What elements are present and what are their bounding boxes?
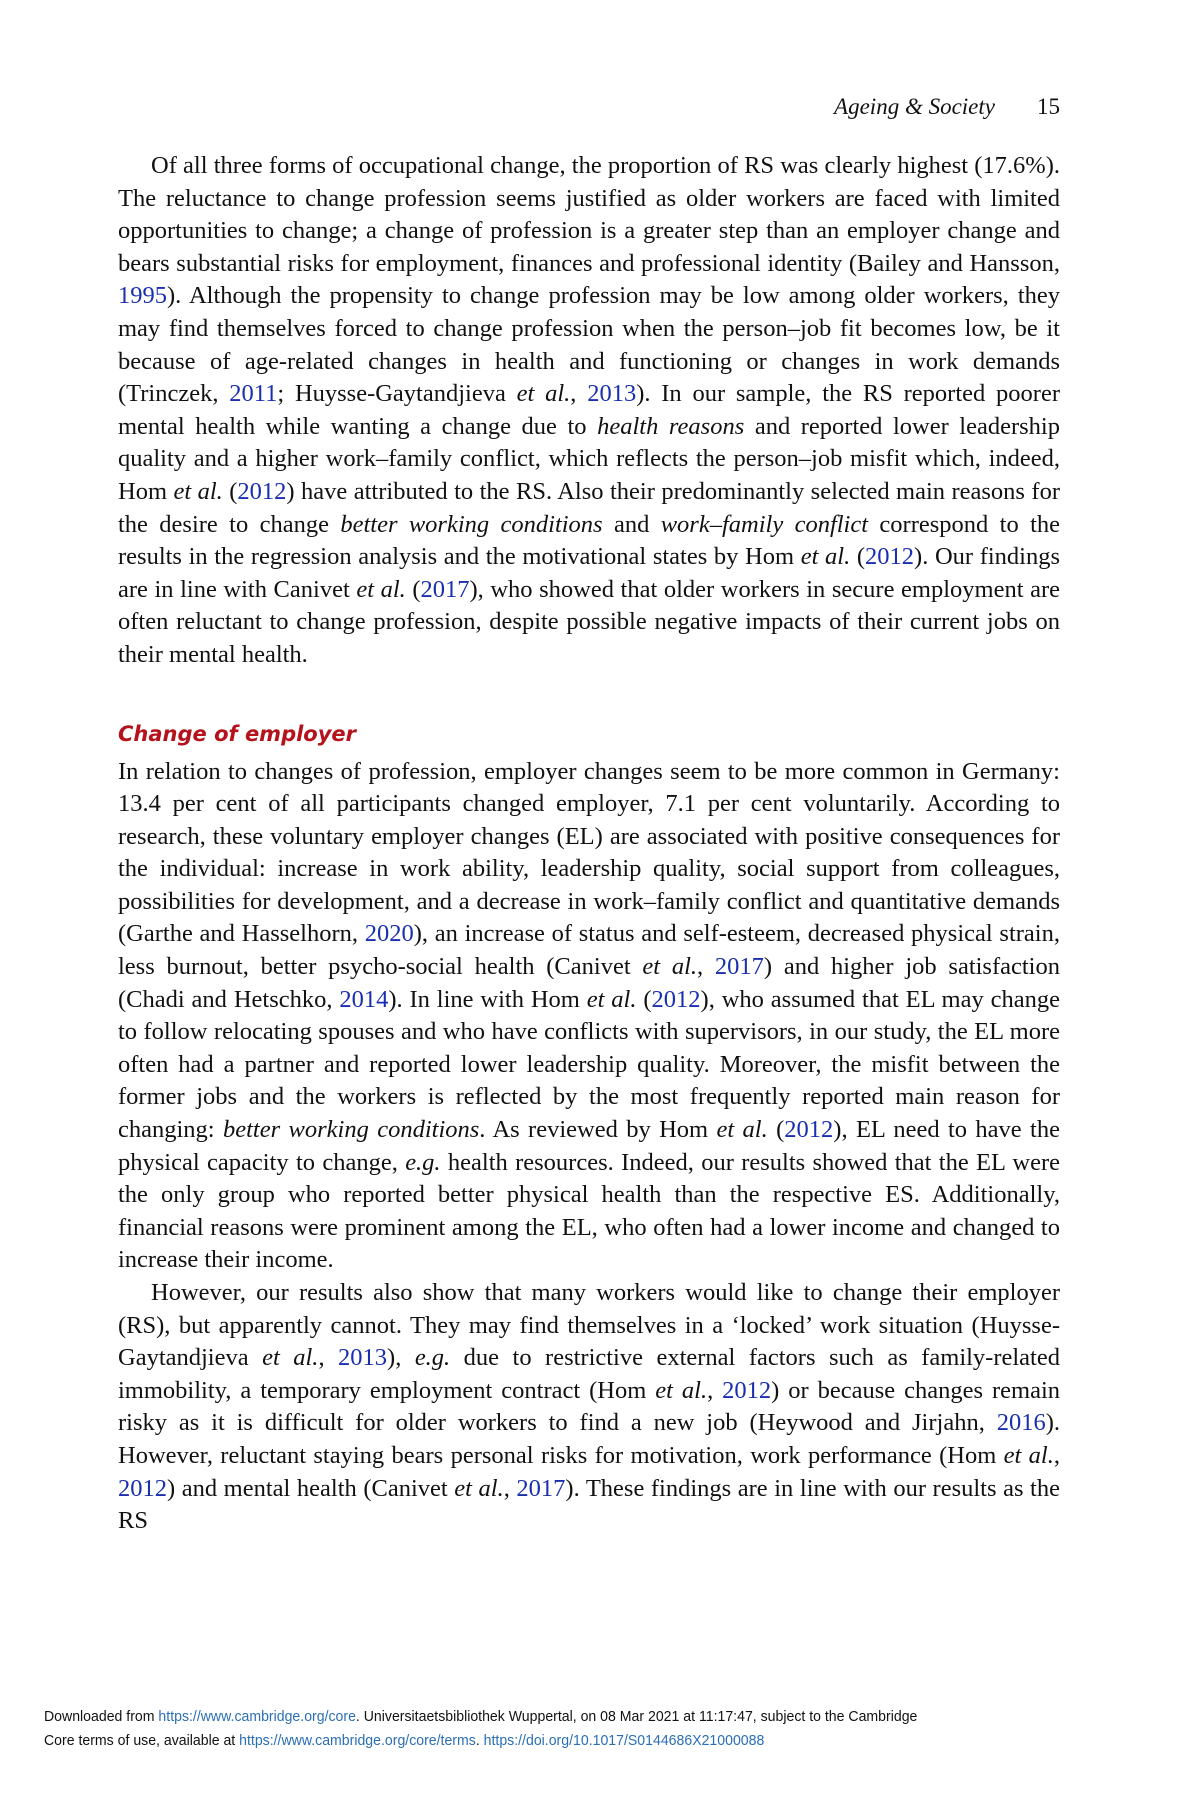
text: Of all three forms of occupational change, the proportion of RS was clearly highest (17.6%). The reluctance to change profession seems justified as older workers are faced with limited opportunities to change; a change of profession is a greater step than an employer change and bears substantial risks for employment, finances and professional identity (Bailey and Hansson, [118, 152, 1060, 277]
italic-text: et al. [356, 575, 406, 603]
text: ). In line with Hom [388, 985, 587, 1013]
text: ( [636, 985, 652, 1013]
doi-link[interactable]: https://doi.org/10.1017/S0144686X21000088 [483, 1732, 765, 1749]
paragraph-occupational-change [118, 150, 1060, 672]
citation-link[interactable]: 2012 [784, 1116, 834, 1144]
italic-text: et al. [516, 380, 571, 408]
section-heading: Change of employer [118, 721, 357, 746]
text: , [570, 380, 588, 408]
citation-link[interactable]: 2012 [651, 985, 701, 1013]
italic-text: et al. [642, 953, 698, 981]
text: Downloaded from [44, 1708, 159, 1725]
text: ) or because changes remain risky as it is difficult for older workers to find a new job (Heywood and Jirjahn, [118, 1376, 1060, 1437]
text: ), an increase of status and self-esteem, decreased physical strain, less burnout, better psycho-social health (Canivet [118, 920, 1060, 981]
italic-text: et al. [716, 1116, 768, 1144]
text: . As reviewed by Hom [479, 1116, 717, 1144]
italic-text: better working conditions [223, 1116, 480, 1144]
citation-link[interactable]: 2014 [339, 985, 389, 1013]
text: ). Although the propensity to change profession may be low among older workers, they may find themselves forced to change profession when the person–job fit becomes low, be it because of age-related changes in health and functioning or changes in work demands (Trinczek, [118, 282, 1060, 408]
italic-text: et al. [655, 1376, 708, 1404]
text: ) and higher job satisfaction (Chadi and Hetschko, [118, 953, 1060, 1013]
citation-link[interactable]: 2012 [118, 1474, 167, 1502]
citation-link[interactable]: 2011 [229, 380, 278, 408]
text: due to restrictive external factors such as family-related immobility, a temporary employment contract (Hom [118, 1344, 1060, 1404]
citation-link[interactable]: 2012 [237, 477, 287, 505]
citation-link[interactable]: 2012 [722, 1376, 772, 1404]
text: ). However, reluctant staying bears personal risks for motivation, work performance (Hom [118, 1409, 1060, 1469]
text: , [707, 1376, 723, 1404]
text: ), [387, 1344, 415, 1372]
italic-text: et al. [800, 543, 851, 571]
text: However, our results also show that many workers would like to change their employer (RS), but apparently cannot. They may find themselves in a ‘locked’ work situation (Huysse-Gaytandjieva [118, 1279, 1060, 1372]
text: health resources. Indeed, our results showed that the EL were the only group who reported better physical health than the respective ES. Additionally, financial reasons were prominent among the EL, who often had a lower income and changed to increase their income. [118, 1148, 1061, 1274]
text: , [318, 1344, 339, 1372]
italic-text: health reasons [597, 412, 745, 440]
paragraph-reluctant-stayers [118, 1277, 1060, 1538]
terms-link[interactable]: https://www.cambridge.org/core/terms [239, 1732, 476, 1749]
text: and [602, 510, 661, 538]
text: ), EL need to have the physical capacity to change, [118, 1116, 1060, 1176]
italic-text: better working conditions [340, 510, 603, 538]
text: , [503, 1474, 517, 1502]
citation-link[interactable]: 2013 [587, 380, 637, 408]
citation-link[interactable]: 2012 [865, 543, 915, 571]
italic-text: et al. [173, 477, 223, 505]
text: ( [222, 477, 238, 505]
citation-link[interactable]: 1995 [118, 282, 167, 310]
text: . [475, 1732, 484, 1749]
footer-line-2 [44, 1729, 1097, 1753]
text: In relation to changes of profession, employer changes seem to be more common in Germany: 13.4 per cent of all participants changed employer, 7.1 per cent voluntarily. According to research, these voluntary employer changes (EL) are associated with positive consequences for the individual: increase in work ability, leadership quality, social support from colleagues, possibilities for development, and a decrease in work–family conflict and quantitative demands (Garthe and Hasselhorn, [118, 757, 1060, 948]
text: ( [850, 543, 866, 571]
footer-line-1 [44, 1705, 1097, 1729]
text: ; Huysse-Gaytandjieva [277, 380, 517, 408]
text: . Universitaetsbibliothek Wuppertal, on 08 Mar 2021 at 11:17:47, subject to the Cambridge [355, 1708, 918, 1725]
italic-text: et al. [1003, 1441, 1054, 1469]
page-number: 15 [1037, 94, 1060, 119]
text: correspond to the results in the regression analysis and the motivational states by Hom [118, 510, 1061, 571]
italic-text: et al. [262, 1344, 319, 1372]
journal-title: Ageing & Society [834, 94, 995, 119]
paragraph-employer-change [118, 756, 1060, 1278]
cambridge-core-link[interactable]: https://www.cambridge.org/core [158, 1708, 356, 1725]
text: ( [405, 575, 421, 603]
text: and reported lower leadership quality and a higher work–family conflict, which reflects the person–job misfit which, indeed, Hom [118, 412, 1060, 505]
text: , [697, 953, 715, 981]
text: ( [767, 1116, 785, 1144]
italic-text: e.g. [414, 1344, 451, 1372]
citation-link[interactable]: 2017 [420, 575, 470, 603]
text: , [1053, 1441, 1060, 1469]
citation-link[interactable]: 2020 [364, 920, 414, 948]
download-footer [44, 1705, 1097, 1753]
italic-text: et al. [454, 1474, 504, 1502]
italic-text: et al. [586, 985, 637, 1013]
text: ) have attributed to the RS. Also their predominantly selected main reasons for the desire to change [118, 477, 1060, 538]
text: ). Our findings are in line with Canivet [118, 543, 1061, 603]
text: ), who showed that older workers in secure employment are often reluctant to change profession, despite possible negative impacts of their current jobs on their mental health. [118, 575, 1060, 668]
text: Core terms of use, available at [44, 1732, 240, 1749]
text: ) and mental health (Canivet [167, 1474, 455, 1502]
citation-link[interactable]: 2016 [996, 1409, 1046, 1437]
text: ), who assumed that EL may change to follow relocating spouses and who have conflicts with supervisors, in our study, the EL more often had a partner and reported lower leadership quality. Moreover, the misfit between the former jobs and the workers is reflected by the most frequently reported main reason for changing: [118, 985, 1060, 1144]
running-head [118, 94, 1060, 120]
citation-link[interactable]: 2017 [516, 1474, 566, 1502]
citation-link[interactable]: 2013 [338, 1344, 388, 1372]
italic-text: e.g. [405, 1148, 441, 1176]
article-body [118, 150, 1060, 1538]
citation-link[interactable]: 2017 [714, 953, 764, 981]
text: ). These findings are in line with our results as the RS [118, 1474, 1060, 1535]
italic-text: work–family conflict [660, 510, 869, 538]
text: ). In our sample, the RS reported poorer mental health while wanting a change due to [118, 380, 1060, 440]
